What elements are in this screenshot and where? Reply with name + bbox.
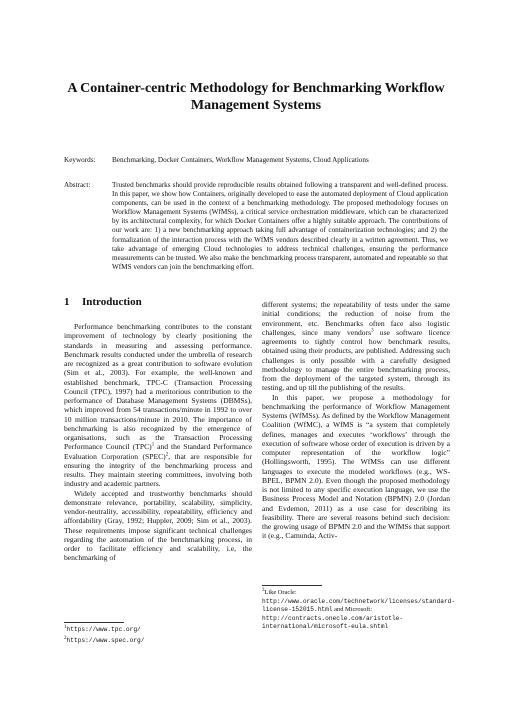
abstract-label: Abstract: (64, 181, 91, 189)
footnote-link-oracle[interactable]: http://www.oracle.com/technetwork/licenses/standard-license-152015. (262, 597, 456, 613)
footnote-1: $^1$https://www.tpc.org/ (64, 624, 141, 633)
footnote-link-microsoft[interactable]: http://contracts.onecle.com/aristotle-international/microsoft-eula.shtml (262, 614, 404, 630)
paragraph: In this paper, we propose a methodology for benchmarking the performance of Workflow Management Systems (WfMSs). As defined by the Workflow Management Coalition (WfMC), a WfMS is “a system that completely defines, manages and executes ‘workflows’ through the execution of software whose order of execution is driven by a computer representation of the workflow logic” (Hollingsworth, 1995). The WfMSs can use different languages to execute the modeled workflows (e.g., WS-BPEL, BPMN 2.0). Even though the proposed methodology is not limited to any specific execution language, we use the Business Process Model and Notation (BPMN) 2.0 (Jordan and Evdemon, 2011) as a use case for describing its feasibility. There are several reasons behind such decision: the growing usage of BPMN 2.0 and the WfMSs that support it (e.g., Camunda, Activ- (262, 392, 450, 541)
footnote-link-2[interactable]: https://www.spec.org/ (66, 637, 145, 644)
right-column (262, 300, 450, 541)
footnote-3: $^3$Like Oracle: http://www.oracle.com/technetwork/licenses/standard-license-152015.html and Microsoft: http://contracts.onecle.com/aristotle-international/microsoft-eula.shtml (262, 587, 456, 630)
footnote-rule (64, 622, 124, 623)
footnote-2: $^2$https://www.spec.org/ (64, 635, 145, 644)
abstract-text: Trusted benchmarks should provide reproducible results obtained following a transparent and well-defined process. In this paper, we show how Containers, originally developed to ease the automated deployment of Cloud application components, can be used in the context of a benchmarking methodology. The proposed methodology focuses on Workflow Management Systems (WfMSs), a critical service orchestration middleware, which can be characterized by its architectural complexity, for which Docker Containers offer a highly suitable approach. The contributions of our work are: 1) a new benchmarking approach taking full advantage of containerization technologies; and 2) the formalization of the interaction process with the WfMS vendors described clearly in a written agreement. Thus, we take advantage of emerging Cloud technologies to address technical challenges, ensuring the performance measurements can be trusted. We also make the benchmarking process transparent, automated and repeatable so that WfMS vendors can join the benchmarking effort. (112, 181, 448, 271)
paragraph: Performance benchmarking contributes to the constant improvement of technology by clearly positioning the standards in measuring and assessing performance. Benchmark results conducted under the umbrella of research are recognized as a great contribution to software evolution (Sim et al., 2003). For example, the well-known and established benchmark, TPC-C (Transaction Processing Council (TPC), 1997) had a meritorious contribution to the performance of Database Management Systems (DBMSs), which improved from 54 transactions/minute in 1992 to over 10 million transactions/minute in 2010. The importance of benchmarking is also recognized by the emergence of organisations, such as the Transaction Processing Performance Council (TPC)$^1$ and the Standard Performance Evaluation Corporation (SPEC)$^2$, that are responsible for ensuring the integrity of the benchmarking process and results. They maintain steering committees, involving both industry and academic partners. (64, 322, 252, 489)
footnote-ref-2[interactable]: 2 (165, 451, 169, 457)
footnote-rule (262, 585, 322, 586)
footnote-link-1[interactable]: https://www.tpc.org/ (66, 626, 141, 633)
section-number: 1 (64, 296, 70, 308)
keywords-label: Keywords: (64, 156, 96, 164)
paragraph: different systems; the repeatability of tests under the same initial conditions; the reduction of noise from the environment, etc. Benchmarks often face also logistic challenges, since many vendors$^3$ use software licence agreements to tightly control how benchmark results, obtained using their products, are published. Addressing such challenges is only possible with a carefully designed methodology to manage the entire benchmarking process, from the deployment of the targeted system, through its testing, and up till the publishing of the results. (262, 300, 450, 393)
paper-title (60, 80, 452, 114)
section-title: Introduction (82, 296, 142, 308)
title-line-1: A Container-centric Methodology for Benchmarking Workflow (67, 81, 445, 96)
left-column (64, 322, 252, 563)
paragraph: Widely accepted and trustworthy benchmarks should demonstrate relevance, portability, scalability, simplicity, vendor-neutrality, accessibility, repeatability, efficiency and affordability (Gray, 1992; Huppler, 2009; Sim et al., 2003). These requirements impose significant technical challenges regarding the automation of the benchmarking process, in order to facilitate efficiency and scalability, i.e, the benchmarking of (64, 488, 252, 563)
footnote-ref-1[interactable]: 1 (151, 442, 155, 448)
footnote-ref-3[interactable]: 3 (371, 328, 374, 334)
section-heading (64, 296, 142, 309)
title-line-2: Management Systems (190, 98, 322, 113)
keywords-text: Benchmarking, Docker Containers, Workflow Management Systems, Cloud Applications (112, 156, 369, 164)
